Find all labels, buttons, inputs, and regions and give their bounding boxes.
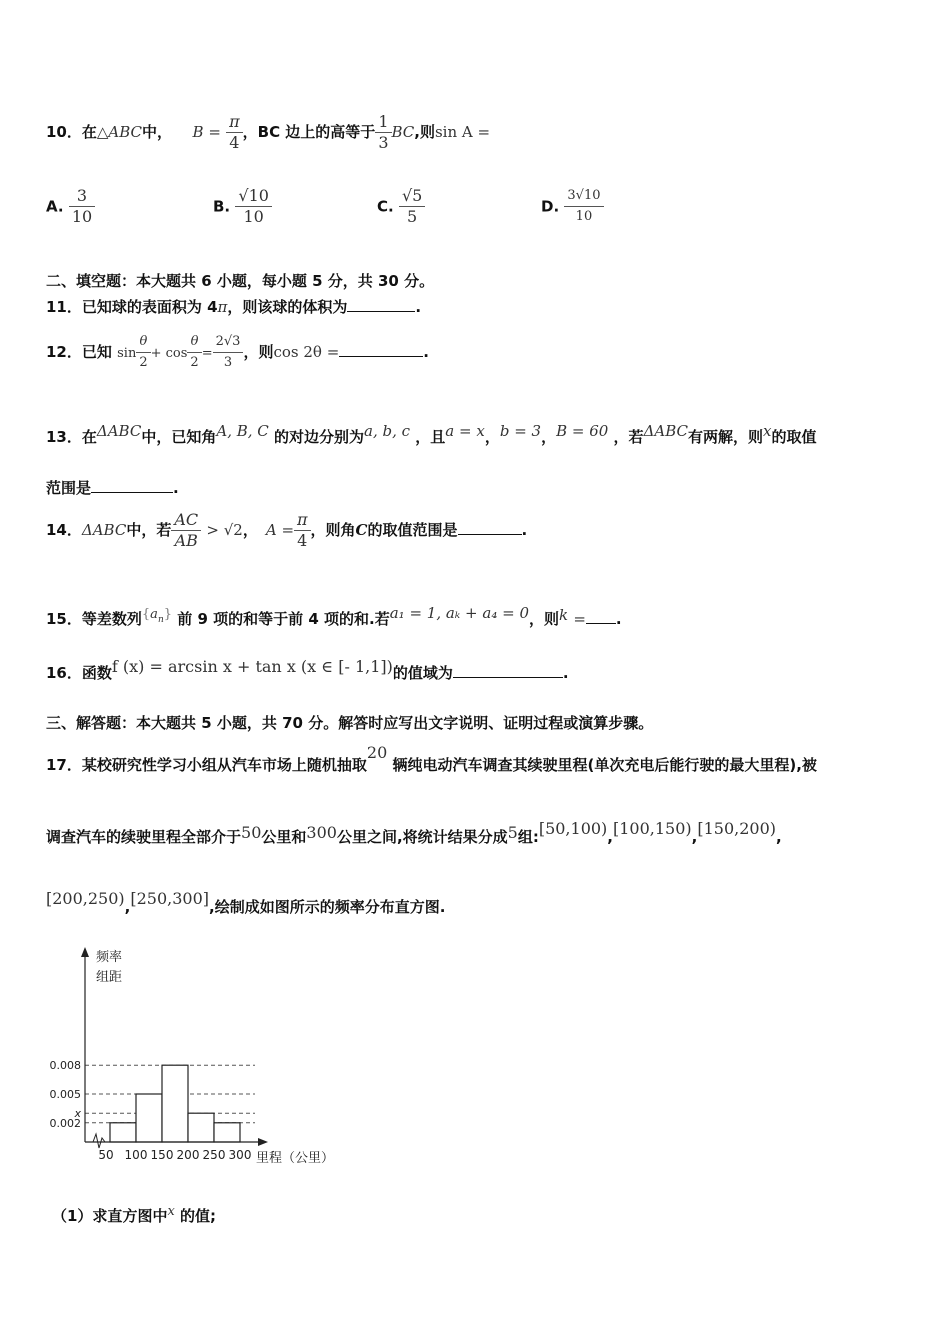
question-12: 12．已知 sin $\frac{\theta}{2}$ + cos $\frac{\theta}{2}$ = $\frac{2√3}{3}$ ，则cos 2θ = . <box>46 334 429 370</box>
fraction-one-third: $\frac{1}{3}$ <box>375 112 391 153</box>
section-3-heading: 三、解答题：本大题共 5 小题，共 70 分。解答时应写出文字说明、证明过程或演算步骤。 <box>46 714 654 732</box>
question-14: 14．ΔABC中，若 $\frac{AC}{AB}$ > √2， A = $\frac{\pi}{4}$ ，则角C的取值范围是 . <box>46 510 528 550</box>
question-17: 17．某校研究性学习小组从汽车市场上随机抽取20 辆纯电动汽车调查其续驶里程(单次充电后能行驶的最大里程),被 <box>46 743 817 774</box>
histogram-bar <box>214 1123 240 1142</box>
x-tick-label: 50 <box>98 1148 114 1162</box>
answer-blank[interactable] <box>586 622 616 624</box>
histogram-bar <box>188 1113 214 1142</box>
question-11: 11．已知球的表面积为 4π，则该球的体积为 . <box>46 298 422 316</box>
x-tick-label: 200 <box>176 1148 200 1162</box>
question-15: 15．等差数列{an} 前 9 项的和等于前 4 项的和.若a₁ = 1, aₖ + a₄ = 0，则k = . <box>46 604 622 628</box>
question-13-line-2: 范围是 . <box>46 479 179 497</box>
frequency-histogram <box>40 945 360 1175</box>
answer-blank[interactable] <box>347 310 415 312</box>
x-tick-label: 300 <box>228 1148 252 1162</box>
fraction-pi-over-4: $\frac{\pi}{4}$ <box>226 112 243 153</box>
choice-d[interactable]: D. $\frac{3√10}{10}$ <box>541 186 604 227</box>
choice-a[interactable]: A. $\frac{3}{10}$ <box>46 186 95 227</box>
question-17-part-1: （1）求直方图中x 的值; <box>52 1204 217 1225</box>
choice-b[interactable]: B. $\frac{√10}{10}$ <box>213 186 272 227</box>
x-axis-label: 里程（公里） <box>256 1151 335 1166</box>
answer-blank[interactable] <box>339 355 423 357</box>
question-17-line-2: 调查汽车的续驶里程全部介于50公里和300公里之间,将统计结果分成5组:[50,100),[100,150),[150,200), <box>46 819 782 846</box>
y-axis-label-bottom: 组距 <box>96 970 123 985</box>
answer-blank[interactable] <box>458 533 522 535</box>
triangle-abc: △ABC <box>96 123 143 141</box>
axis-break <box>93 1134 105 1148</box>
x-tick-label: 250 <box>202 1148 226 1162</box>
histogram-bar <box>136 1094 162 1142</box>
y-axis-arrow <box>81 947 89 957</box>
answer-blank[interactable] <box>91 491 173 493</box>
question-13: 13．在ΔABC中，已知角A, B, C 的对边分别为a, b, c ，且a = x，b = 3，B = 60 ，若ΔABC有两解，则x的取值 <box>46 422 817 446</box>
y-tick-label: 0.002 <box>49 1116 81 1130</box>
y-tick-label: x <box>74 1107 81 1121</box>
question-10: 10．在△ABC中， B = $\frac{\pi}{4}$ ，BC 边上的高等于 $\frac{1}{3}$ BC,则sin A = <box>46 112 491 152</box>
section-2-heading: 二、填空题：本大题共 6 小题，每小题 5 分，共 30 分。 <box>46 272 435 290</box>
x-tick-label: 100 <box>124 1148 148 1162</box>
choice-c[interactable]: C. $\frac{√5}{5}$ <box>377 186 425 227</box>
answer-blank[interactable] <box>453 676 563 678</box>
x-axis-arrow <box>258 1138 268 1146</box>
question-16: 16．函数f (x) = arcsin x + tan x (x ∈ [- 1,1])的值域为 . <box>46 657 569 682</box>
y-tick-label: 0.005 <box>49 1088 81 1101</box>
y-axis-label-top: 频率 <box>96 950 123 965</box>
question-number: 10． <box>46 123 82 141</box>
y-tick-label: 0.008 <box>49 1059 81 1073</box>
histogram-bar <box>162 1065 188 1142</box>
question-17-line-3: [200,250),[250,300],绘制成如图所示的频率分布直方图. <box>46 889 446 916</box>
histogram-bar <box>110 1123 136 1142</box>
x-tick-label: 150 <box>150 1148 174 1162</box>
